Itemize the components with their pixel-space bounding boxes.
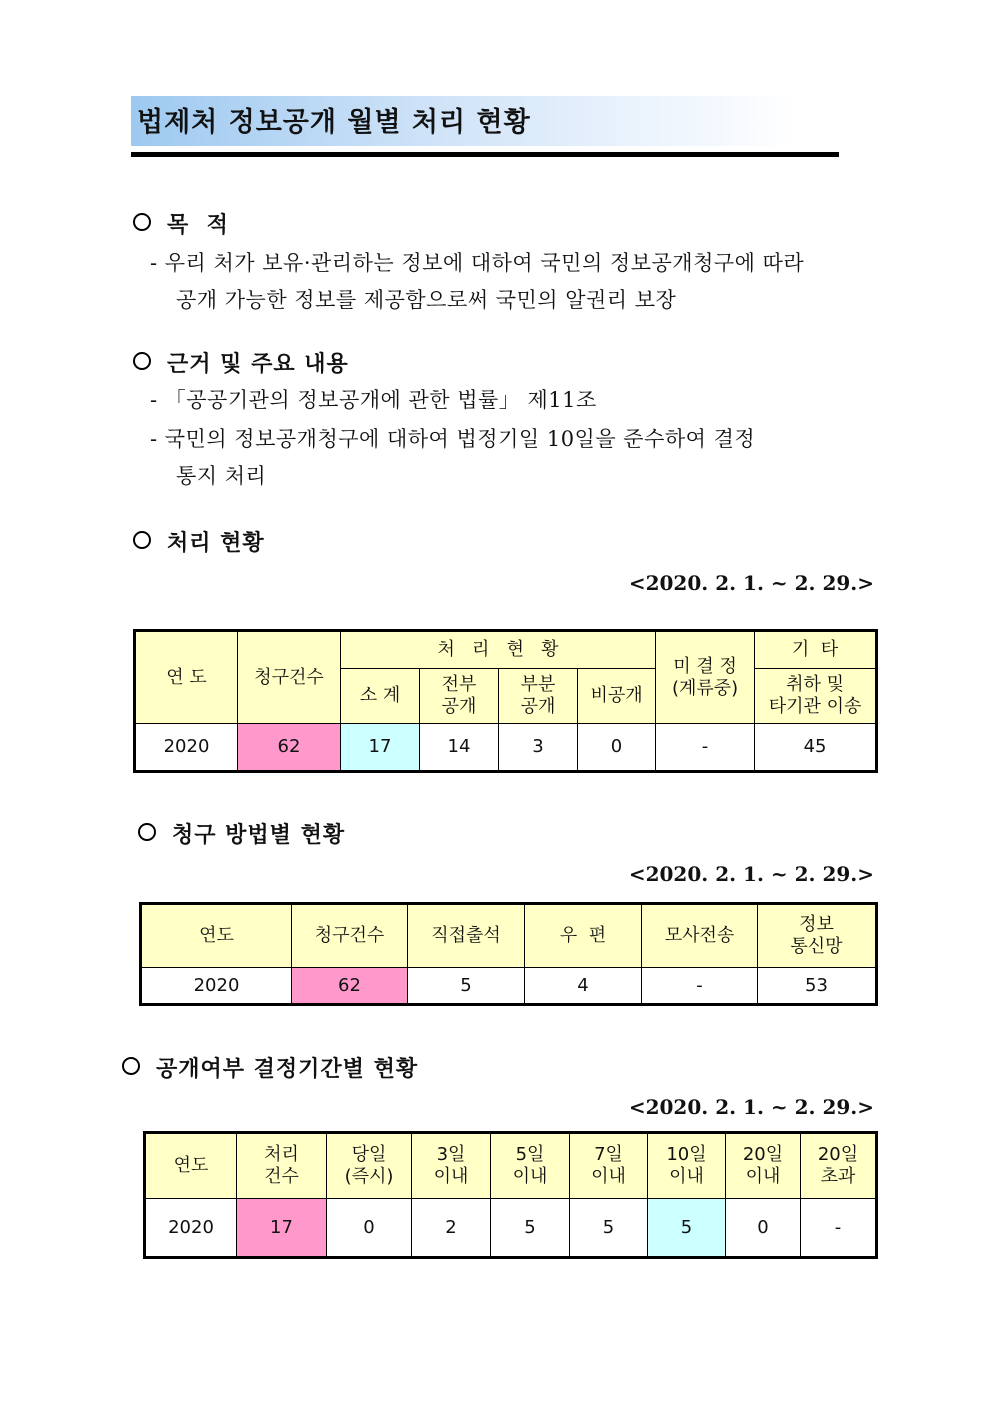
header-within-7-days [570, 1134, 648, 1199]
cell-year: 2020 [146, 1199, 237, 1257]
section-processing-heading: 처리 현황 [167, 530, 265, 556]
header-within-20-days [726, 1134, 801, 1199]
header-same-day [327, 1134, 412, 1199]
processing-date-range: <2020. 2. 1. ~ 2. 29.> [628, 571, 874, 595]
header-pending-line1: 미 결 정 [673, 655, 737, 677]
header-requests: 청구건수 [292, 905, 408, 968]
cell-within-20: 0 [726, 1199, 801, 1257]
circle-bullet-icon [133, 352, 151, 370]
header-information-network [758, 905, 876, 968]
cell-withdraw: 45 [755, 724, 876, 771]
cell-within-10: 5 [648, 1199, 726, 1257]
cell-processed-count: 17 [237, 1199, 327, 1257]
cell-full: 14 [420, 724, 499, 771]
method-table [141, 904, 876, 1004]
cell-within-7: 5 [570, 1199, 648, 1257]
header-year: 연도 [146, 1134, 237, 1199]
cell-within-3: 2 [412, 1199, 491, 1257]
header-processed-count [237, 1134, 327, 1199]
header-over20-line1: 20일 [817, 1144, 859, 1165]
table-row [136, 724, 876, 771]
header-network-line1: 정보 [799, 914, 834, 935]
section-method [138, 818, 345, 849]
header-d10-line1: 10일 [666, 1144, 707, 1165]
circle-bullet-icon [138, 823, 156, 841]
cell-within-5: 5 [491, 1199, 570, 1257]
header-year: 연도 [142, 905, 292, 968]
header-partial-line1: 부분 [520, 674, 556, 695]
header-d3-line1: 3일 [436, 1144, 466, 1165]
header-over-20-days [801, 1134, 876, 1199]
header-sameday-line1: 당일 [351, 1144, 387, 1165]
header-withdraw-line1: 취하 및 [786, 674, 844, 695]
cell-direct: 5 [408, 968, 525, 1004]
period-table [145, 1133, 876, 1257]
header-sameday-line2: (즉시) [344, 1166, 394, 1187]
header-year: 연 도 [136, 632, 238, 724]
cell-mail: 4 [525, 968, 642, 1004]
purpose-line-1: - 우리 처가 보유·관리하는 정보에 대하여 국민의 정보공개청구에 따라 [150, 251, 805, 275]
header-withdraw-transfer [755, 669, 876, 724]
header-fax: 모사전송 [642, 905, 758, 968]
table-row [146, 1199, 876, 1257]
period-date-range: <2020. 2. 1. ~ 2. 29.> [628, 1095, 874, 1119]
header-d5-line1: 5일 [515, 1144, 545, 1165]
cell-pending: - [656, 724, 755, 771]
section-processing [133, 526, 265, 557]
header-withdraw-line2: 타기관 이송 [768, 696, 862, 717]
cell-requests: 62 [238, 724, 341, 771]
header-within-3-days [412, 1134, 491, 1199]
method-date-range: <2020. 2. 1. ~ 2. 29.> [628, 862, 874, 886]
section-basis-heading: 근거 및 주요 내용 [167, 351, 349, 377]
circle-bullet-icon [133, 531, 151, 549]
header-processing-status: 처 리 현 황 [341, 632, 656, 669]
processing-table [135, 631, 876, 771]
basis-line-1: - 「공공기관의 정보공개에 관한 법률」 제11조 [150, 388, 597, 412]
header-d20-line2: 이내 [745, 1166, 781, 1187]
header-count-line2: 건수 [264, 1166, 299, 1187]
header-full-line2: 공개 [441, 696, 477, 717]
header-d7-line2: 이내 [591, 1166, 626, 1187]
title-underline [131, 152, 839, 157]
cell-same-day: 0 [327, 1199, 412, 1257]
header-full-disclosure [420, 669, 499, 724]
cell-subtotal: 17 [341, 724, 420, 771]
cell-year: 2020 [136, 724, 238, 771]
header-nondisclosure: 비공개 [578, 669, 656, 724]
header-subtotal: 소 계 [341, 669, 420, 724]
header-d5-line2: 이내 [512, 1166, 548, 1187]
header-within-10-days [648, 1134, 726, 1199]
header-d3-line2: 이내 [433, 1166, 469, 1187]
section-period [122, 1052, 418, 1083]
header-count-line1: 처리 [264, 1144, 299, 1165]
cell-fax: - [642, 968, 758, 1004]
circle-bullet-icon [133, 213, 151, 231]
header-full-line1: 전부 [441, 674, 477, 695]
header-direct-visit: 직접출석 [408, 905, 525, 968]
header-d20-line1: 20일 [742, 1144, 784, 1165]
header-requests: 청구건수 [238, 632, 341, 724]
header-partial-disclosure [499, 669, 578, 724]
section-basis [133, 347, 349, 378]
cell-network: 53 [758, 968, 876, 1004]
header-pending [656, 632, 755, 724]
header-within-5-days [491, 1134, 570, 1199]
header-d7-line1: 7일 [594, 1144, 623, 1165]
header-mail: 우 편 [525, 905, 642, 968]
section-purpose-heading: 목 적 [167, 212, 229, 238]
cell-over-20: - [801, 1199, 876, 1257]
basis-line-2: - 국민의 정보공개청구에 대하여 법정기일 10일을 준수하여 결정 [150, 427, 756, 451]
header-partial-line2: 공개 [520, 696, 556, 717]
header-other: 기 타 [755, 632, 876, 669]
section-method-heading: 청구 방법별 현황 [172, 822, 346, 848]
header-d10-line2: 이내 [669, 1166, 704, 1187]
header-network-line2: 통신망 [790, 936, 843, 957]
basis-line-3: 통지 처리 [176, 464, 267, 488]
cell-partial: 3 [499, 724, 578, 771]
header-pending-line2: (계류중) [671, 677, 739, 699]
cell-requests: 62 [292, 968, 408, 1004]
header-over20-line2: 초과 [820, 1166, 856, 1187]
circle-bullet-icon [122, 1057, 140, 1075]
section-period-heading: 공개여부 결정기간별 현황 [156, 1056, 419, 1082]
table-row [142, 968, 876, 1004]
cell-nondisclosure: 0 [578, 724, 656, 771]
cell-year: 2020 [142, 968, 292, 1004]
purpose-line-2: 공개 가능한 정보를 제공함으로써 국민의 알권리 보장 [176, 288, 677, 312]
page-title: 법제처 정보공개 월별 처리 현황 [137, 107, 531, 138]
section-purpose [133, 208, 229, 239]
